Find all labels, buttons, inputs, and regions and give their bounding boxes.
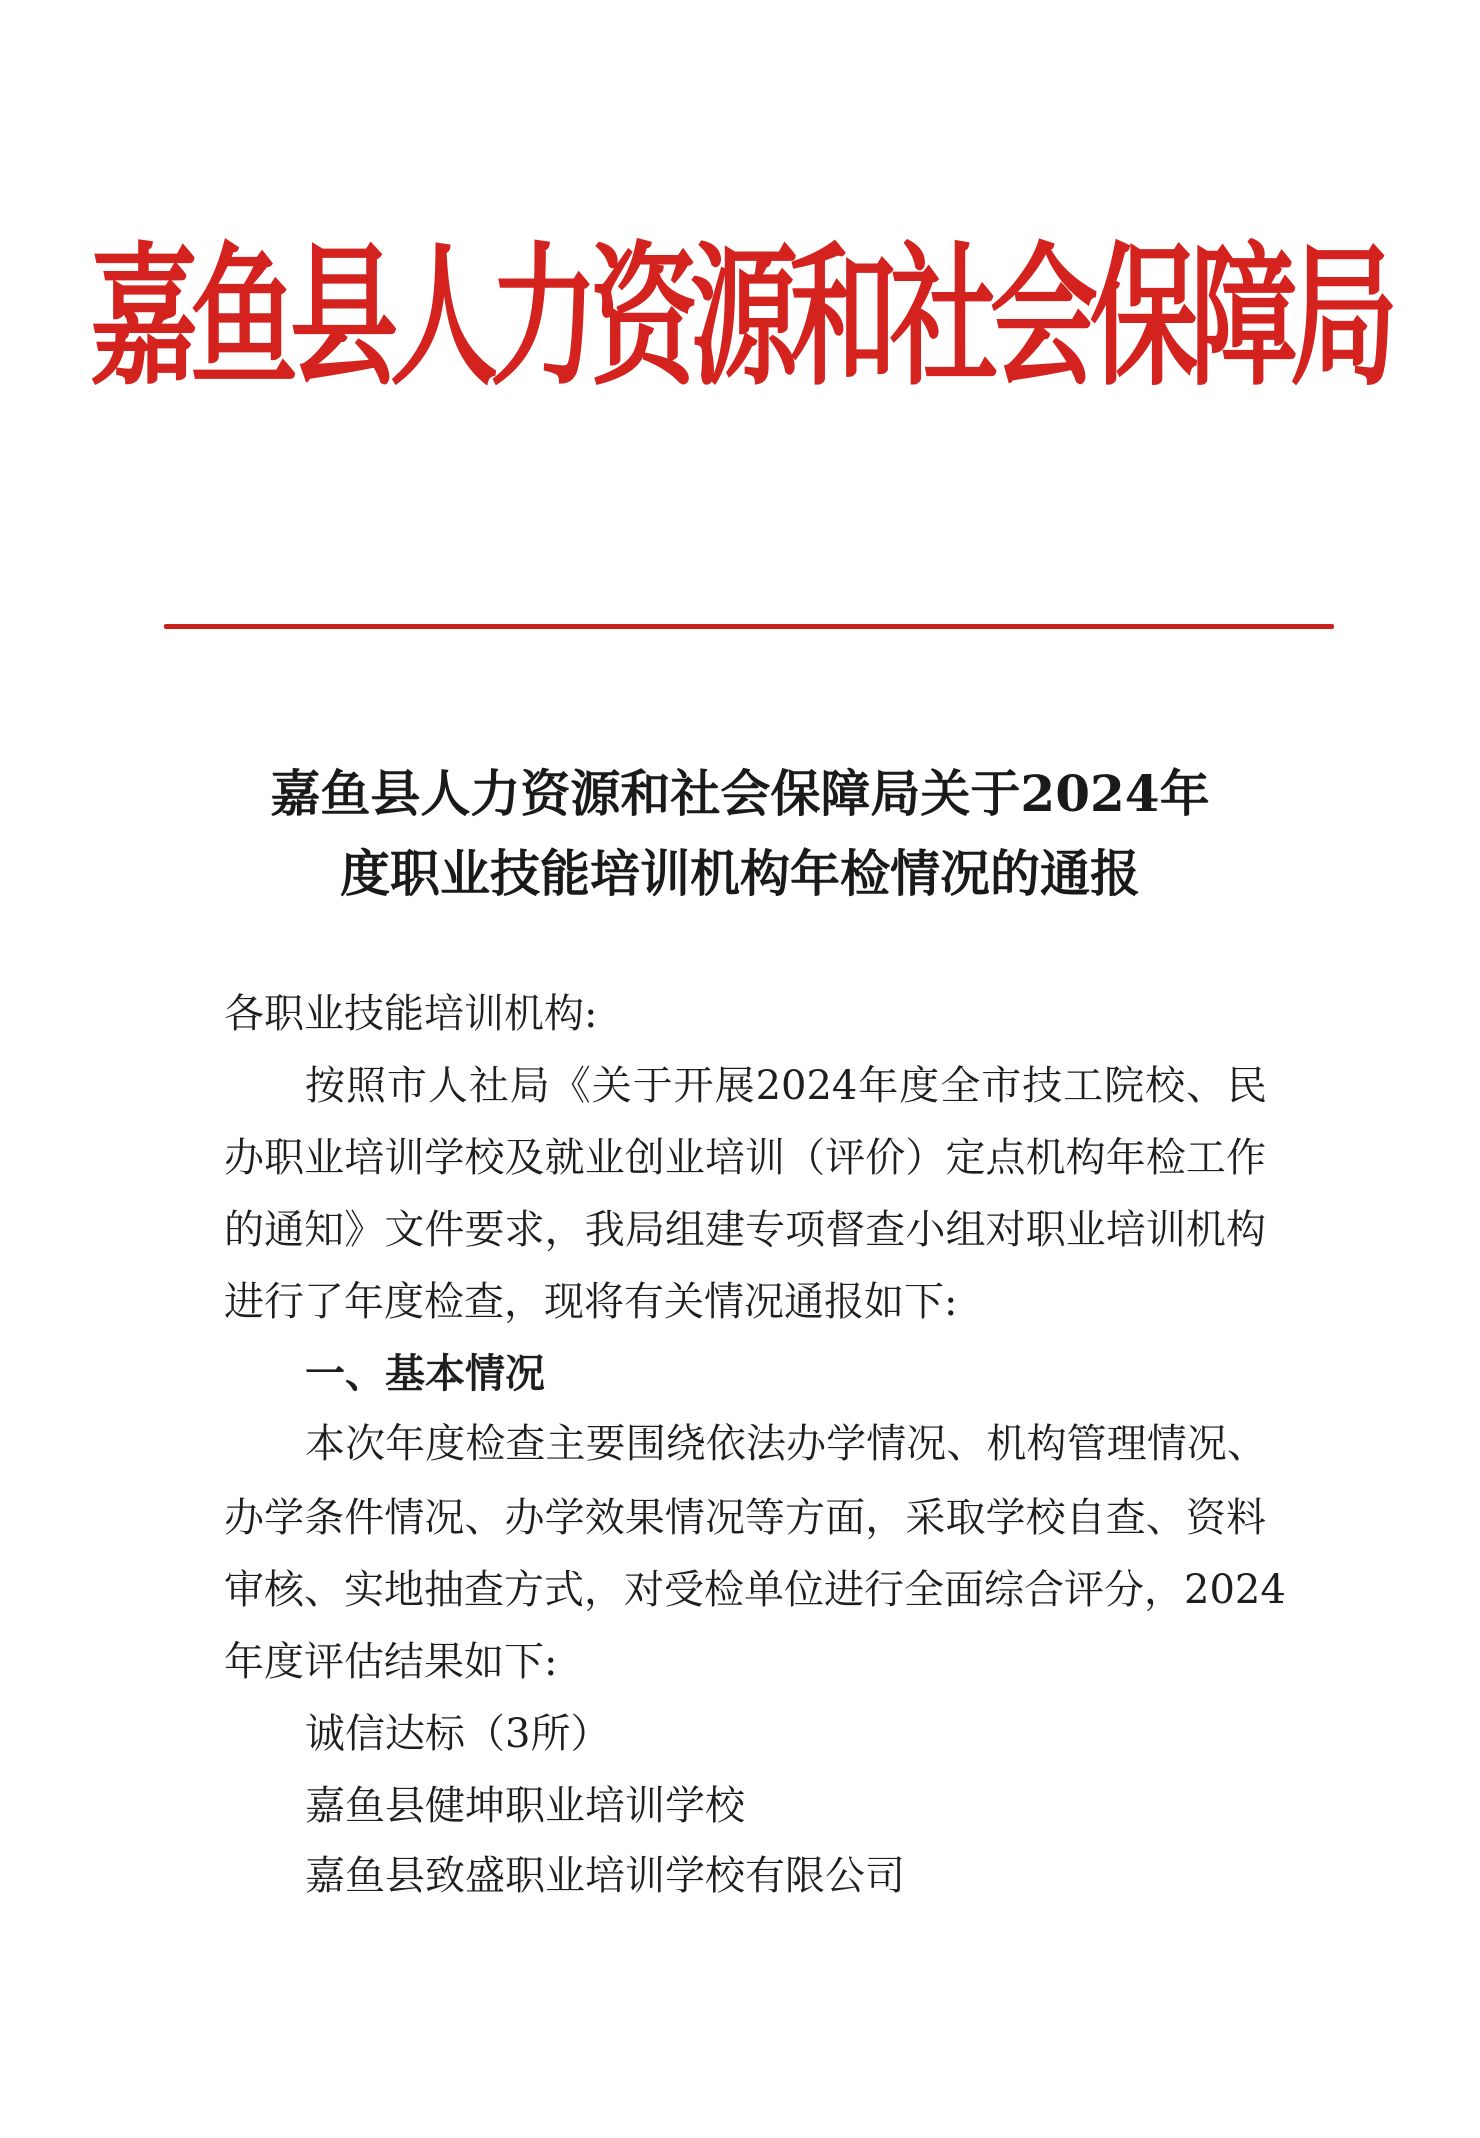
document-title-line-1: 嘉鱼县人力资源和社会保障局关于2024年 [270,764,1210,823]
paragraph-1-line-3: 的通知》文件要求，我局组建专项督查小组对职业培训机构 [224,1207,1266,1253]
paragraph-1-line-4: 进行了年度检查，现将有关情况通报如下: [224,1279,958,1325]
paragraph-2-line-3: 审核、实地抽查方式，对受检单位进行全面综合评分，2024 [224,1567,1286,1613]
paragraph-2-line-1: 本次年度检查主要围绕依法办学情况、机构管理情况、 [305,1421,1267,1467]
paragraph-2-line-2: 办学条件情况、办学效果情况等方面，采取学校自查、资料 [224,1495,1266,1541]
letterhead-red-rule [164,624,1334,629]
section-1-heading: 一、基本情况 [305,1350,545,1397]
paragraph-2-line-4: 年度评估结果如下: [224,1639,558,1685]
school-list-item: 嘉鱼县致盛职业培训学校有限公司 [305,1853,905,1899]
paragraph-1-line-2: 办职业培训学校及就业创业培训（评价）定点机构年检工作 [224,1135,1266,1181]
letterhead-org-name: 嘉鱼县人力资源和社会保障局 [89,228,1390,408]
document-title-line-2: 度职业技能培训机构年检情况的通报 [340,844,1140,903]
paragraph-1-line-1: 按照市人社局《关于开展2024年度全市技工院校、民 [305,1063,1267,1109]
school-list-item: 嘉鱼县健坤职业培训学校 [305,1783,745,1829]
category-heading-credit-compliant: 诚信达标（3所） [305,1711,611,1757]
salutation: 各职业技能培训机构: [224,991,598,1037]
